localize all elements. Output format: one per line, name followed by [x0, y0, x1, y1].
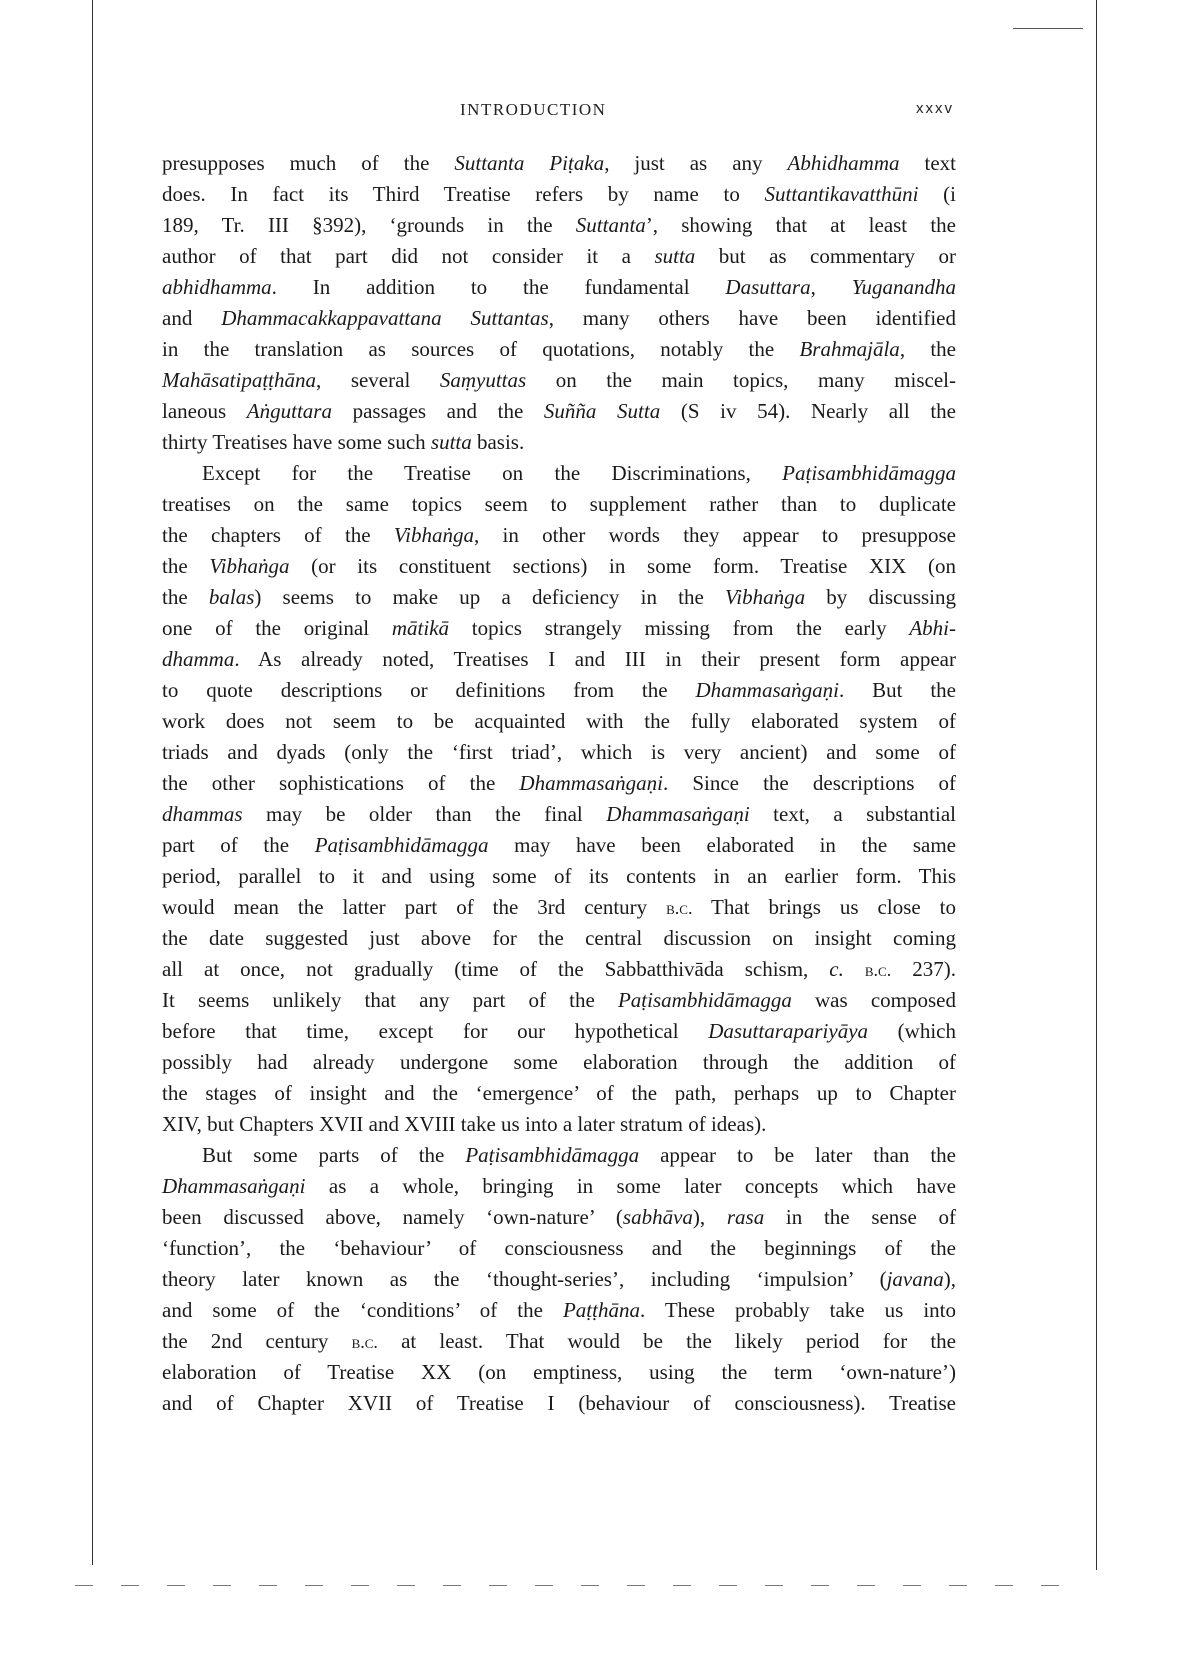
scan-artifact-top: [1013, 28, 1083, 29]
text-line: thirty Treatises have some such sutta basis.: [162, 430, 525, 454]
text-line: the 2nd century b.c. at least. That would be the likely period for the: [162, 1329, 956, 1353]
paragraph: [162, 148, 956, 458]
text-line: all at once, not gradually (time of the Sabbatthivāda schism, c. b.c. 237).: [162, 957, 956, 981]
text-line: the date suggested just above for the central discussion on insight coming: [162, 926, 956, 950]
text-line: would mean the latter part of the 3rd century b.c. That brings us close to: [162, 895, 956, 919]
text-line: the stages of insight and the ‘emergence’ of the path, perhaps up to Chapter: [162, 1081, 956, 1105]
text-line: XIV, but Chapters XVII and XVIII take us into a later stratum of ideas).: [162, 1112, 767, 1136]
text-line: and Dhammacakkappavattana Suttantas, many others have been identified: [162, 306, 956, 330]
text-line: But some parts of the Paṭisambhidāmagga appear to be later than the: [202, 1143, 956, 1167]
scan-artifact-bottom: [75, 1585, 1075, 1586]
text-line: possibly had already undergone some elaboration through the addition of: [162, 1050, 956, 1074]
running-head: [162, 100, 954, 124]
text-line: the other sophistications of the Dhammasaṅgaṇi. Since the descriptions of: [162, 771, 956, 795]
text-line: treatises on the same topics seem to supplement rather than to duplicate: [162, 492, 956, 516]
text-line: triads and dyads (only the ‘first triad’, which is very ancient) and some of: [162, 740, 956, 764]
text-line: Except for the Treatise on the Discriminations, Paṭisambhidāmagga: [202, 461, 956, 485]
text-line: work does not seem to be acquainted with the fully elaborated system of: [162, 709, 956, 733]
running-head-title: INTRODUCTION: [460, 100, 607, 119]
text-line: 189, Tr. III §392), ‘grounds in the Suttanta’, showing that at least the: [162, 213, 956, 237]
text-line: Mahāsatipaṭṭhāna, several Saṃyuttas on the main topics, many miscel-: [162, 368, 956, 392]
text-line: It seems unlikely that any part of the Paṭisambhidāmagga was composed: [162, 988, 956, 1012]
page-number: xxxv: [916, 100, 954, 117]
text-line: to quote descriptions or definitions from the Dhammasaṅgaṇi. But the: [162, 678, 956, 702]
text-line: the chapters of the Vibhaṅga, in other words they appear to presuppose: [162, 523, 956, 547]
paragraph: [162, 458, 956, 1140]
text-line: and some of the ‘conditions’ of the Paṭṭhāna. These probably take us into: [162, 1298, 956, 1322]
text-line: part of the Paṭisambhidāmagga may have been elaborated in the same: [162, 833, 956, 857]
text-line: been discussed above, namely ‘own-nature’ (sabhāva), rasa in the sense of: [162, 1205, 956, 1229]
text-line: does. In fact its Third Treatise refers by name to Suttantikavatthūni (i: [162, 182, 957, 206]
text-line: author of that part did not consider it a sutta but as commentary or: [162, 244, 956, 268]
text-line: Dhammasaṅgaṇi as a whole, bringing in some later concepts which have: [162, 1174, 956, 1198]
page-border-right: [1096, 0, 1097, 1570]
text-line: abhidhamma. In addition to the fundamental Dasuttara, Yuganandha: [162, 275, 956, 299]
text-line: laneous Aṅguttara passages and the Suñña Sutta (S iv 54). Nearly all the: [162, 399, 956, 423]
text-line: the balas) seems to make up a deficiency in the Vibhaṅga by discussing: [162, 585, 957, 609]
text-line: elaboration of Treatise XX (on emptiness, using the term ‘own-nature’): [162, 1360, 956, 1384]
text-line: in the translation as sources of quotations, notably the Brahmajāla, the: [162, 337, 956, 361]
text-line: before that time, except for our hypothetical Dasuttarapariyāya (which: [162, 1019, 956, 1043]
text-line: period, parallel to it and using some of its contents in an earlier form. This: [162, 864, 956, 888]
text-line: the Vibhaṅga (or its constituent sections) in some form. Treatise XIX (on: [162, 554, 956, 578]
text-line: presupposes much of the Suttanta Piṭaka, just as any Abhidhamma text: [162, 151, 956, 175]
text-line: dhammas may be older than the final Dhammasaṅgaṇi text, a substantial: [162, 802, 957, 826]
text-line: and of Chapter XVII of Treatise I (behaviour of consciousness). Treatise: [162, 1391, 956, 1415]
text-line: ‘function’, the ‘behaviour’ of consciousness and the beginnings of the: [162, 1236, 956, 1260]
text-line: dhamma. As already noted, Treatises I and III in their present form appear: [162, 647, 956, 671]
page-border-left: [92, 0, 93, 1565]
paragraph: [162, 1140, 956, 1419]
text-line: one of the original mātikā topics strangely missing from the early Abhi-: [162, 616, 956, 640]
body-text: [162, 148, 956, 1419]
text-line: theory later known as the ‘thought-series’, including ‘impulsion’ (javana),: [162, 1267, 956, 1291]
